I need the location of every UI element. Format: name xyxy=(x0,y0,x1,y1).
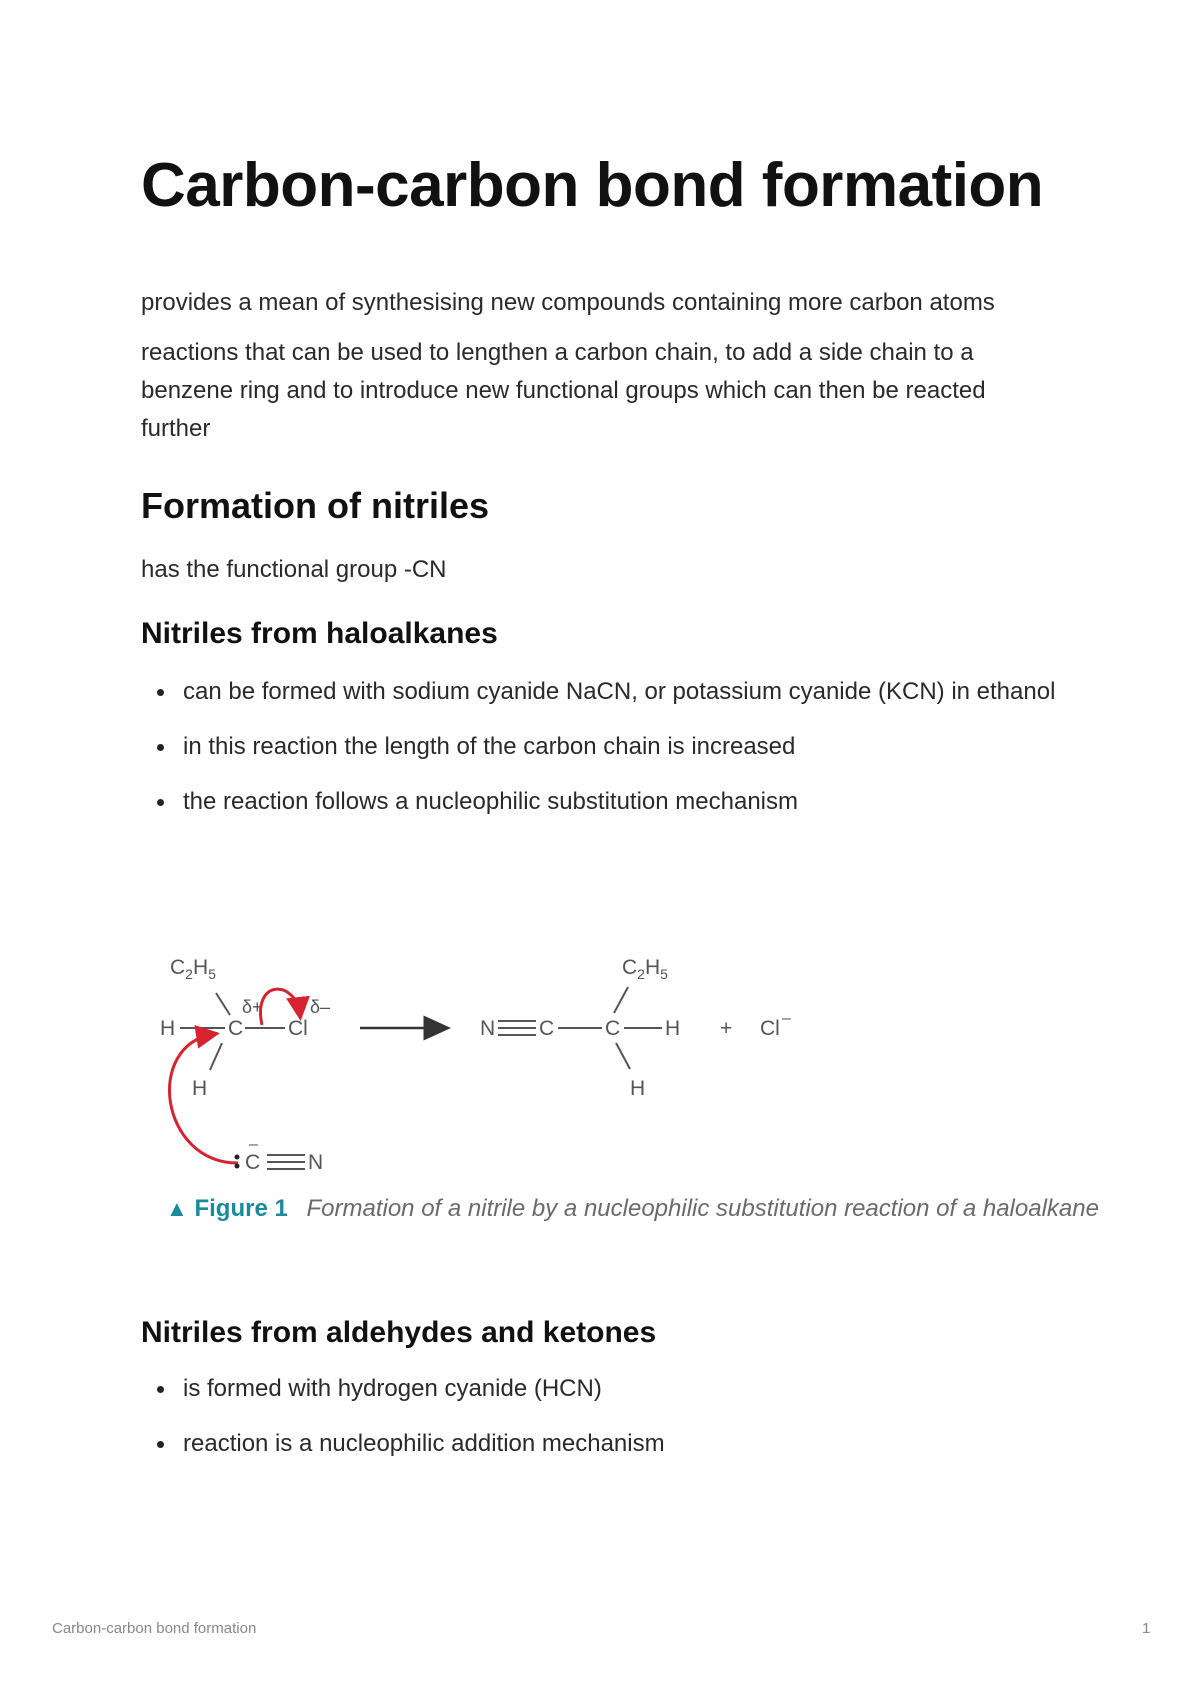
section-heading-nitriles: Formation of nitriles xyxy=(141,485,490,526)
aldehydes-bullet-list xyxy=(141,1370,1061,1480)
product-h-right: H xyxy=(665,1017,681,1040)
product-carbon-1: C xyxy=(539,1017,555,1040)
lone-pair-dot xyxy=(235,1164,240,1169)
list-item: reaction is a nucleophilic addition mechanism xyxy=(141,1425,1061,1463)
page-title: Carbon-carbon bond formation xyxy=(141,151,1044,220)
list-item: can be formed with sodium cyanide NaCN, or potassium cyanide (KCN) in ethanol xyxy=(141,673,1061,711)
chloride-ion: Cl xyxy=(760,1017,780,1040)
figure-caption-text: Formation of a nitrile by a nucleophilic substitution reaction of a haloalkane xyxy=(306,1195,1099,1222)
figure-caption xyxy=(166,1195,1099,1223)
product-nitrogen: N xyxy=(480,1017,496,1040)
reactant-chlorine: Cl xyxy=(288,1017,308,1040)
footer-doc-title: Carbon-carbon bond formation xyxy=(52,1620,257,1637)
intro-paragraph-1: provides a mean of synthesising new compounds containing more carbon atoms xyxy=(141,289,995,316)
delta-plus-label: δ+ xyxy=(242,997,263,1017)
intro-paragraph-2: reactions that can be used to lengthen a carbon chain, to add a side chain to a benzene ring and to introduce new functional groups which can then be reacted further xyxy=(141,339,986,442)
subsection-heading-aldehydes-ketones: Nitriles from aldehydes and ketones xyxy=(141,1316,657,1349)
reactant-h-bottom: H xyxy=(192,1077,208,1100)
product-carbon-2: C xyxy=(605,1017,621,1040)
reactant-h-left: H xyxy=(160,1017,176,1040)
reactant-ethyl-label: $C_2H_5$ xyxy=(170,956,216,982)
list-item: is formed with hydrogen cyanide (HCN) xyxy=(141,1370,1061,1408)
section-text-functional-group: has the functional group -CN xyxy=(141,556,447,583)
bond-c-h-bottom xyxy=(210,1043,222,1070)
product-ethyl-label: $C_2H_5$ xyxy=(622,956,668,982)
lone-pair-dot xyxy=(235,1155,240,1160)
bond-c-h-bottom xyxy=(616,1043,630,1069)
cyanide-charge: – xyxy=(249,1136,258,1153)
figure-label: Figure 1 xyxy=(194,1195,288,1222)
subsection-heading-haloalkanes: Nitriles from haloalkanes xyxy=(141,617,498,650)
plus-sign: + xyxy=(720,1017,733,1040)
haloalkanes-bullet-list xyxy=(141,673,1061,838)
footer-page-number: 1 xyxy=(1142,1620,1151,1637)
product-h-bottom: H xyxy=(630,1077,646,1100)
figure-nitrile-mechanism xyxy=(150,895,1099,1235)
bond-ethyl-c xyxy=(216,993,230,1015)
mechanism-diagram xyxy=(150,895,1080,1185)
list-item: the reaction follows a nucleophilic substitution mechanism xyxy=(141,783,1061,821)
cyanide-carbon: C xyxy=(245,1151,261,1174)
cyanide-nitrogen: N xyxy=(308,1151,324,1174)
bond-c-ethyl xyxy=(614,987,628,1013)
triangle-icon: ▲ xyxy=(166,1196,188,1221)
reactant-carbon: C xyxy=(228,1017,244,1040)
delta-minus-label: δ– xyxy=(310,997,331,1017)
chloride-charge: – xyxy=(782,1010,791,1027)
list-item: in this reaction the length of the carbon chain is increased xyxy=(141,728,1061,766)
